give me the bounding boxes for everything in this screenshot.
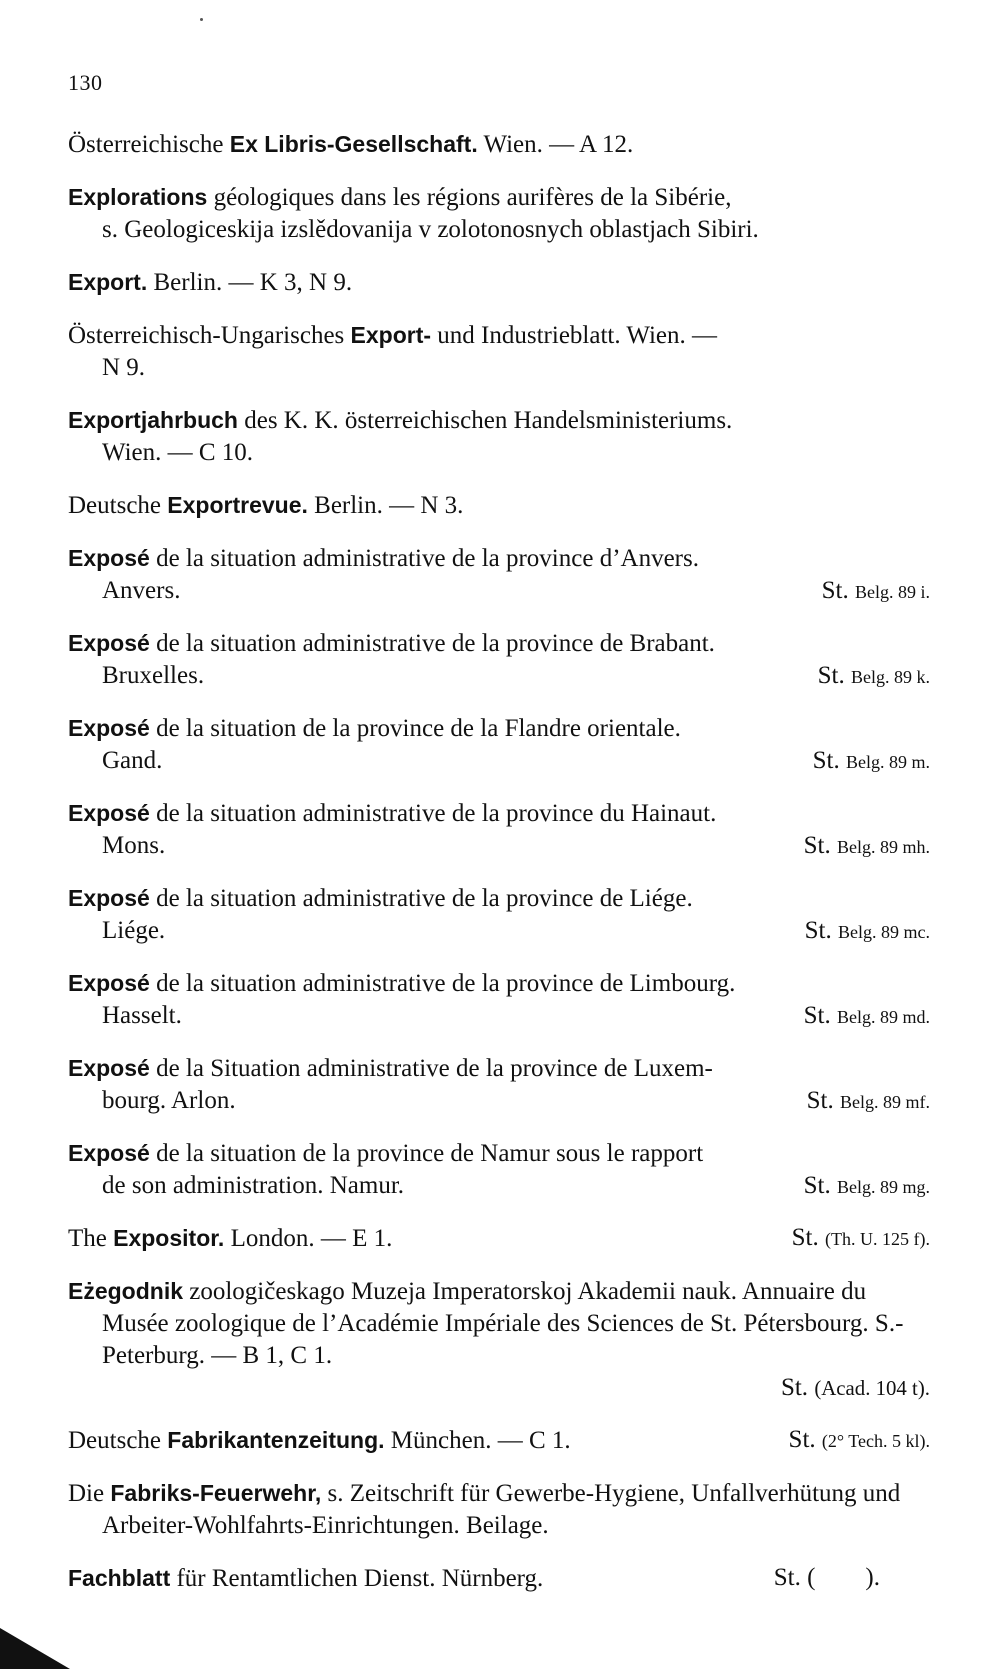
entry-continuation <box>102 575 930 607</box>
entry-text: de la situation administrative de la province d’Anvers. <box>149 545 699 572</box>
entry-text: de la Situation administrative de la province de Luxem- <box>149 1055 713 1082</box>
entry-headword: Expositor. <box>113 1225 225 1251</box>
shelf-code: Belg. 89 k. <box>851 667 930 687</box>
entry-text: s. Zeitschrift für Gewerbe-Hygiene, Unfallverhütung und Arbeiter-Wohlfahrts-Einrichtungen. Beilage. <box>102 1480 901 1539</box>
shelf-mark <box>818 660 930 693</box>
shelf-code: ( ). <box>807 1564 880 1591</box>
entry-continuation: N 9. <box>102 354 146 381</box>
entry-text: de la situation de la province de Namur sous le rapport <box>149 1140 704 1167</box>
entry-prefix: Österreichische <box>68 131 230 158</box>
entry-ex-libris <box>68 128 930 161</box>
entry-headword: Exposé <box>68 1055 150 1081</box>
shelf-prefix: St. <box>803 1002 837 1029</box>
shelf-mark <box>789 1424 930 1457</box>
entry-continuation <box>102 1085 930 1117</box>
entry-explorations <box>68 181 930 246</box>
entry-exportjahrbuch <box>68 404 930 469</box>
entry-headword: Exposé <box>68 1140 150 1166</box>
shelf-code: Belg. 89 md. <box>837 1007 930 1027</box>
entry-place: Liége. <box>102 917 166 944</box>
shelf-mark <box>807 1085 930 1118</box>
entry-ezegodnik <box>68 1275 930 1404</box>
entry-continuation <box>102 1000 930 1032</box>
entry-expose-namur <box>68 1137 930 1202</box>
shelf-mark <box>792 1222 930 1255</box>
shelf-mark <box>102 1372 930 1404</box>
entry-text: de la situation administrative de la province de Brabant. <box>149 630 715 657</box>
shelf-prefix: St. <box>821 577 855 604</box>
shelf-prefix: St. <box>804 917 838 944</box>
shelf-code: Belg. 89 m. <box>846 752 930 772</box>
entry-headword: Explorations <box>68 184 208 210</box>
entry-place: Bruxelles. <box>102 662 205 689</box>
entry-list <box>68 128 930 1615</box>
shelf-code: Belg. 89 mc. <box>838 922 930 942</box>
entry-text: München. — C 1. <box>384 1427 571 1454</box>
entry-headword: Exposé <box>68 800 150 826</box>
shelf-prefix: St. <box>780 1374 815 1401</box>
entry-expose-flandre <box>68 712 930 777</box>
shelf-code: Belg. 89 mg. <box>837 1177 930 1197</box>
shelf-mark <box>804 1170 930 1203</box>
entry-headword: Exportrevue. <box>167 492 308 518</box>
entry-place: bourg. Arlon. <box>102 1087 236 1114</box>
shelf-mark <box>804 1000 930 1033</box>
shelf-prefix: St. <box>812 747 846 774</box>
entry-text: Berlin. — K 3, N 9. <box>147 269 353 296</box>
entry-fachblatt <box>68 1562 930 1595</box>
entry-text: des K. K. österreichischen Handelsministeriums. <box>237 407 733 434</box>
entry-headword: Exposé <box>68 630 150 656</box>
entry-text: und Industrieblatt. Wien. — <box>431 322 718 349</box>
shelf-mark <box>774 1562 880 1594</box>
shelf-prefix: St. <box>803 1172 837 1199</box>
entry-expose-limbourg <box>68 967 930 1032</box>
entry-expose-liege <box>68 882 930 947</box>
page-number: 130 <box>68 70 103 95</box>
entry-continuation <box>102 1170 930 1202</box>
entry-export-industrieblatt <box>68 319 930 384</box>
entry-fabrikantenzeitung <box>68 1424 930 1457</box>
entry-place: Gand. <box>102 747 163 774</box>
entry-place: Hasselt. <box>102 1002 182 1029</box>
entry-text: zoologičeskago Muzeja Imperatorskoj Akademii nauk. Annuaire du Musée zoologique de l’Académie Impériale des Sciences de St. Pétersbourg. S.-Peterburg. — B 1, C 1. <box>102 1278 904 1369</box>
entry-expositor <box>68 1222 930 1255</box>
entry-prefix: Die <box>68 1480 111 1507</box>
entry-headword: Fabriks-Feuerwehr, <box>110 1480 322 1506</box>
entry-expose-brabant <box>68 627 930 692</box>
entry-headword: Exposé <box>68 970 150 996</box>
entry-place: Anvers. <box>102 577 181 604</box>
shelf-code: (Acad. 104 t). <box>814 1376 930 1400</box>
entry-place: de son administration. Namur. <box>102 1172 405 1199</box>
shelf-code: (Th. U. 125 f). <box>825 1229 930 1249</box>
entry-headword: Export- <box>350 322 432 348</box>
entry-continuation <box>102 660 930 692</box>
entry-continuation: s. Geologiceskija izslědovanija v zolotonosnych oblastjach Sibiri. <box>102 216 759 243</box>
entry-text: für Rentamtlichen Dienst. Nürnberg. <box>170 1565 544 1592</box>
entry-prefix: The <box>68 1225 114 1252</box>
entry-continuation <box>102 830 930 862</box>
entry-expose-anvers <box>68 542 930 607</box>
entry-text: Berlin. — N 3. <box>307 492 464 519</box>
entry-headword: Fabrikantenzeitung. <box>167 1427 385 1453</box>
entry-headword: Exportjahrbuch <box>68 407 238 433</box>
shelf-mark <box>805 915 930 948</box>
shelf-mark <box>822 575 930 608</box>
entry-text: London. — E 1. <box>224 1225 393 1252</box>
entry-headword: Eżegodnik <box>68 1278 184 1304</box>
shelf-code: (2° Tech. 5 kl). <box>821 1431 930 1451</box>
shelf-mark <box>813 745 930 778</box>
entry-prefix: Deutsche <box>68 1427 168 1454</box>
entry-expose-luxembourg <box>68 1052 930 1117</box>
entry-text: de la situation administrative de la province de Liége. <box>149 885 693 912</box>
entry-text: de la situation de la province de la Flandre orientale. <box>149 715 681 742</box>
shelf-code: Belg. 89 mf. <box>840 1092 930 1112</box>
shelf-code: Belg. 89 mh. <box>837 837 930 857</box>
shelf-mark <box>804 830 930 863</box>
entry-prefix: Österreichisch-Ungarisches <box>68 322 351 349</box>
shelf-prefix: St. <box>803 832 837 859</box>
entry-prefix: Deutsche <box>68 492 168 519</box>
entry-text: géologiques dans les régions aurifères de la Sibérie, <box>207 184 732 211</box>
entry-headword: Exposé <box>68 885 150 911</box>
entry-continuation <box>102 745 930 777</box>
shelf-prefix: St. <box>791 1224 826 1251</box>
speck-mark <box>200 18 203 21</box>
entry-text: de la situation administrative de la province de Limbourg. <box>149 970 736 997</box>
entry-continuation: Wien. — C 10. <box>102 439 254 466</box>
entry-export <box>68 266 930 299</box>
entry-headword: Exposé <box>68 545 150 571</box>
entry-exportrevue <box>68 489 930 522</box>
shelf-prefix: St. <box>806 1087 840 1114</box>
shelf-prefix: St. <box>788 1426 822 1453</box>
entry-continuation <box>102 915 930 947</box>
entry-expose-hainaut <box>68 797 930 862</box>
entry-text: Wien. — A 12. <box>477 131 634 158</box>
entry-headword: Export. <box>68 269 148 295</box>
shelf-code: Belg. 89 i. <box>855 582 930 602</box>
shelf-prefix: St. <box>773 1564 808 1591</box>
entry-headword: Exposé <box>68 715 150 741</box>
entry-headword: Ex Libris-Gesellschaft. <box>229 131 478 157</box>
entry-fabriks-feuerwehr <box>68 1477 930 1542</box>
shelf-prefix: St. <box>817 662 851 689</box>
corner-scan-mark <box>0 1618 70 1669</box>
entry-headword: Fachblatt <box>68 1565 171 1591</box>
entry-place: Mons. <box>102 832 166 859</box>
entry-text: de la situation administrative de la province du Hainaut. <box>149 800 717 827</box>
